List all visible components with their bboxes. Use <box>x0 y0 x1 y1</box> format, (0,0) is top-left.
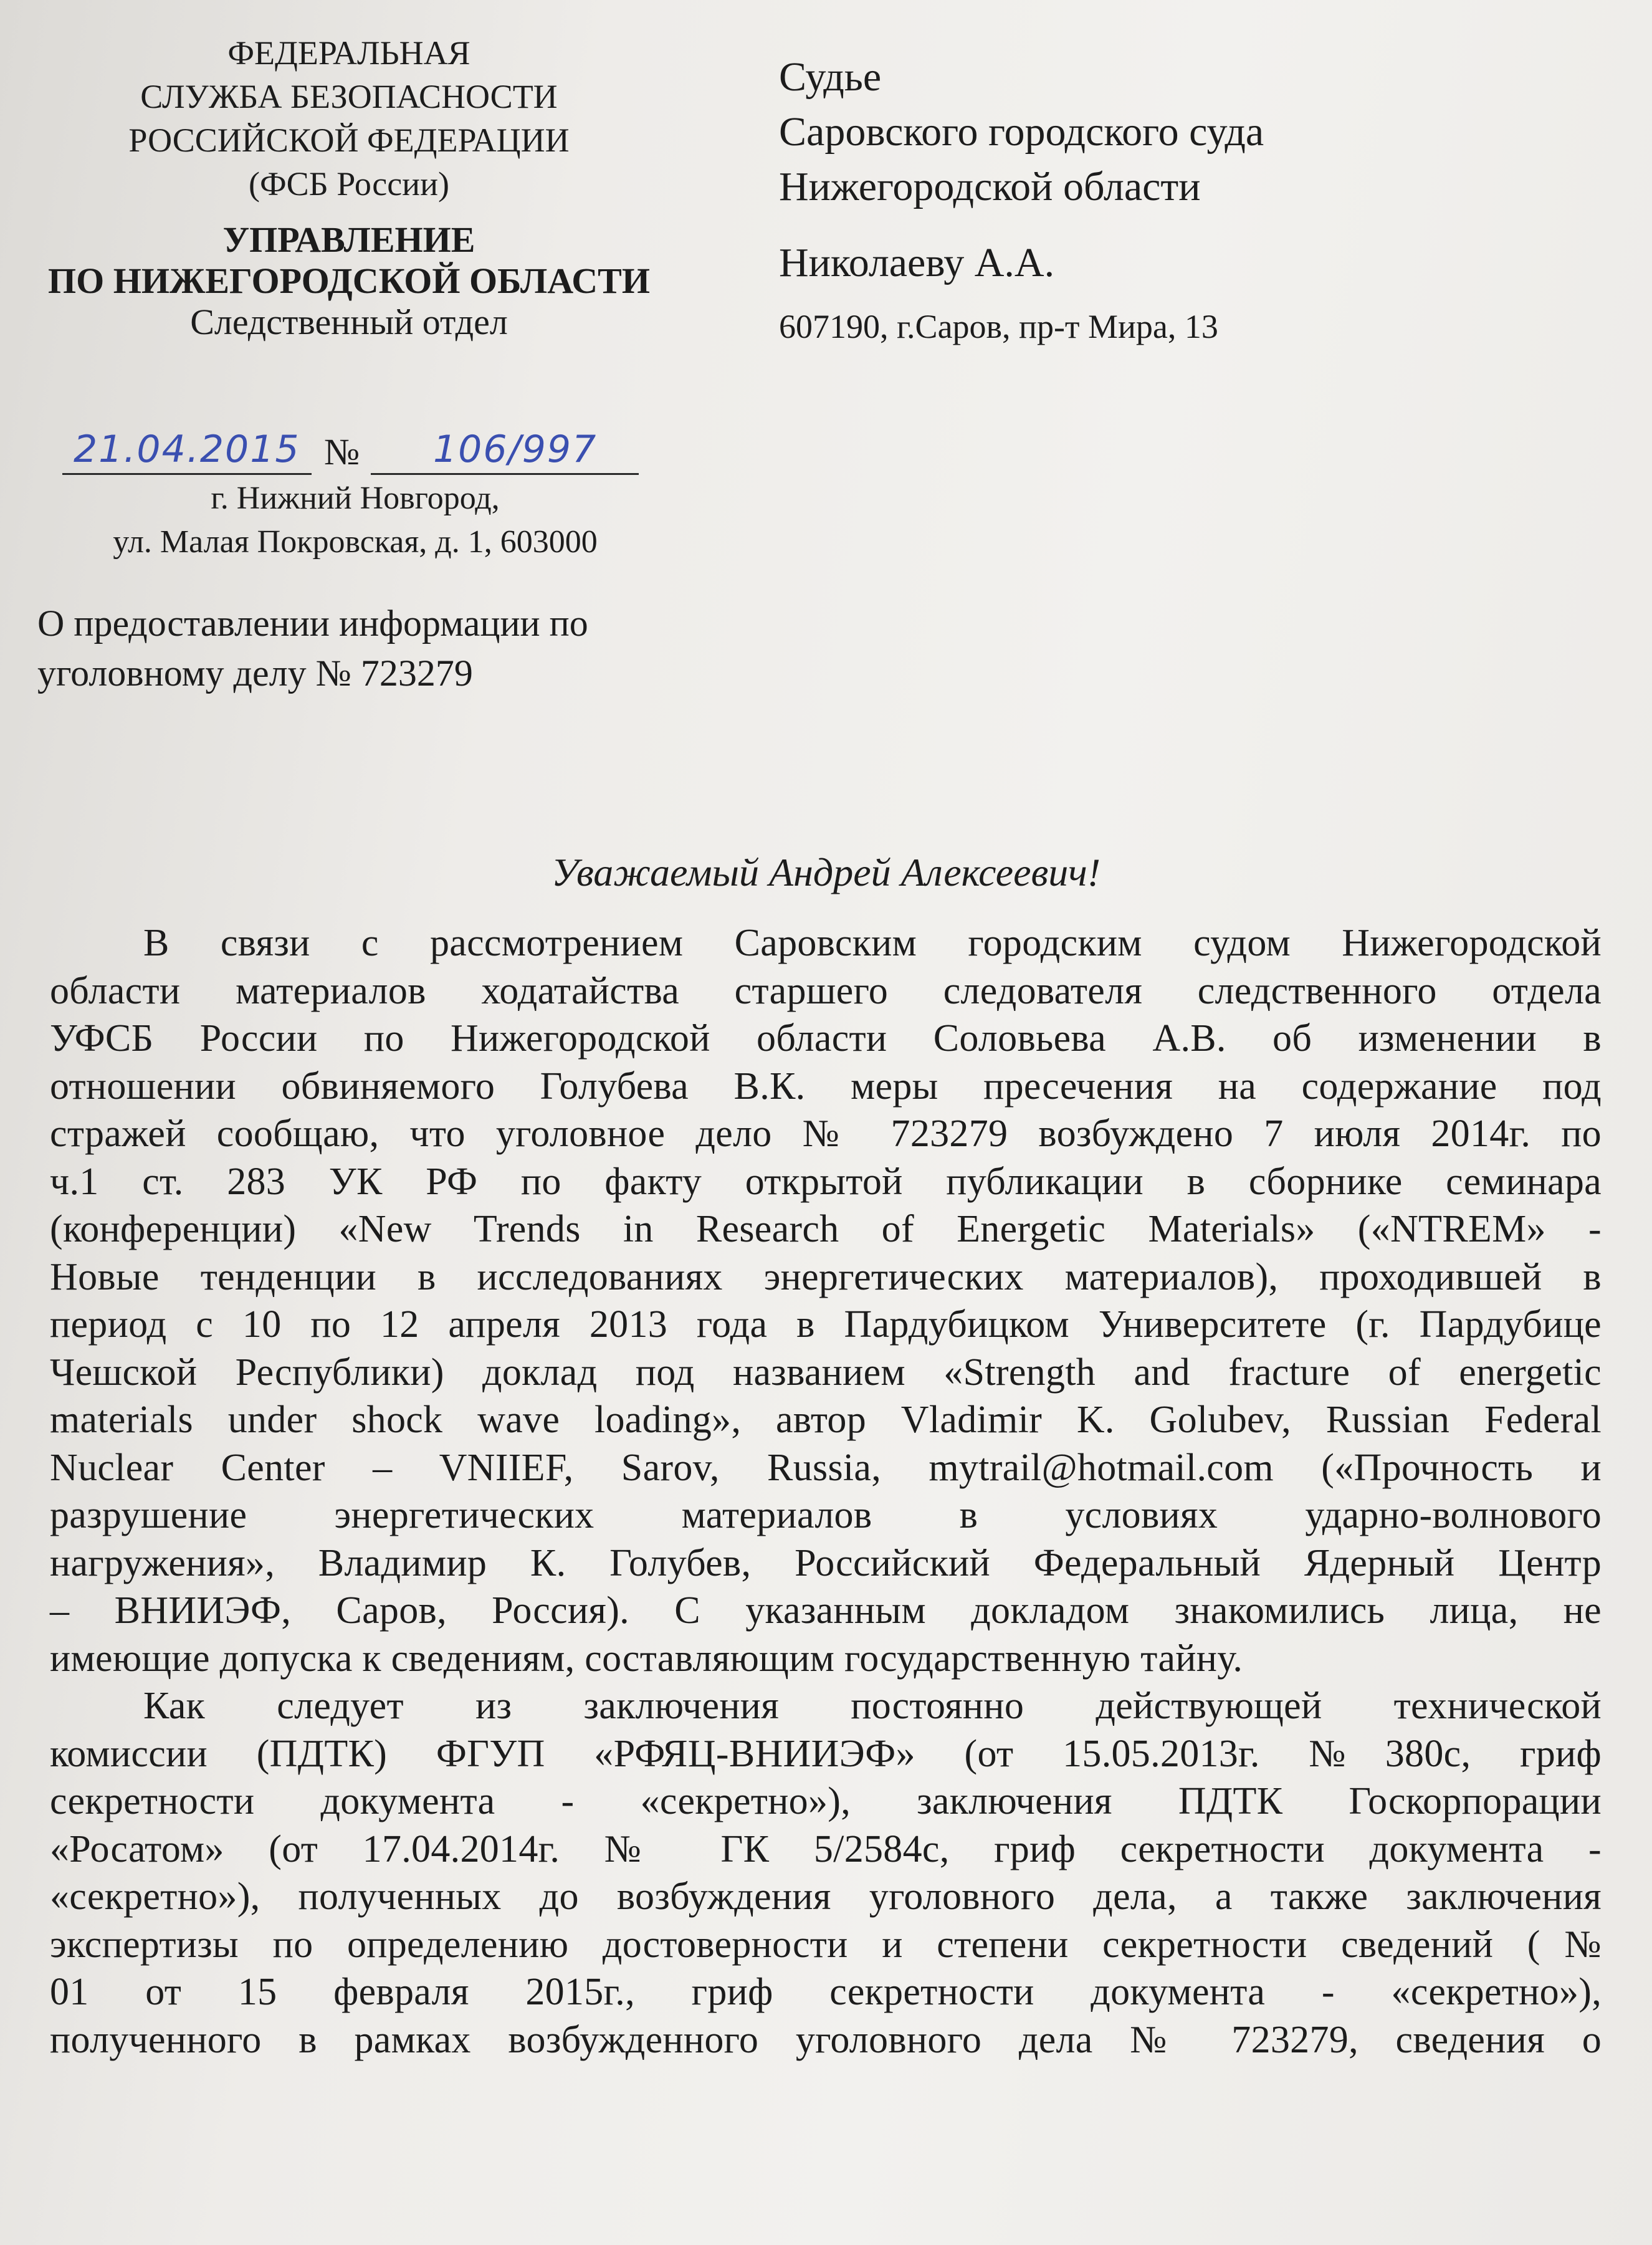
addressee-block <box>779 50 1589 347</box>
body-line: Новые тенденции в исследованиях энергетических материалов), проходившей в <box>50 1255 1602 1298</box>
letter-subject <box>37 598 723 698</box>
addressee-address: 607190, г.Саров, пр-т Мира, 13 <box>779 308 1218 345</box>
body-line: экспертизы по определению достоверности и степени секретности сведений (№ <box>50 1923 1602 1966</box>
handwritten-reg-number: 106/997 <box>371 424 639 475</box>
department-line-2: ПО НИЖЕГОРОДСКОЙ ОБЛАСТИ <box>48 261 650 301</box>
addressee-line-3: Нижегородской области <box>779 164 1201 209</box>
subject-line-2: уголовному делу № 723279 <box>37 653 473 694</box>
salutation: Уважаемый Андрей Алексеевич! <box>551 850 1101 894</box>
handwritten-date: 21.04.2015 <box>62 424 312 475</box>
body-line: materials under shock wave loading», автор Vladimir K. Golubev, Russian Federal <box>50 1399 1602 1441</box>
org-name-line-3: РОССИЙСКОЙ ФЕДЕРАЦИИ <box>128 122 570 159</box>
sender-address <box>75 477 636 564</box>
org-name-line-1: ФЕДЕРАЛЬНАЯ <box>227 34 470 72</box>
body-line: – ВНИИЭФ, Саров, Россия). С указанным докладом знакомились лица, не <box>50 1589 1602 1632</box>
addressee-line-1: Судье <box>779 54 882 100</box>
body-line: УФСБ России по Нижегородской области Соловьева А.В. об изменении в <box>50 1017 1602 1060</box>
body-line: период с 10 по 12 апреля 2013 года в Пардубицком Университете (г. Пардубице <box>50 1303 1602 1346</box>
body-line: комиссии (ПДТК) ФГУП «РФЯЦ-ВНИИЭФ» (от 15.05.2013г. №380с, гриф <box>50 1732 1602 1775</box>
body-line: Чешской Республики) доклад под названием «Strength and fracture of energetic <box>50 1351 1602 1394</box>
number-sign: № <box>324 431 360 472</box>
body-line: секретности документа - «секретно»), заключения ПДТК Госкорпорации <box>50 1780 1602 1822</box>
body-line: Nuclear Center – VNIIEF, Sarov, Russia, mytrail@hotmail.com («Прочность и <box>50 1446 1602 1489</box>
addressee-line-2: Саровского городского суда <box>779 109 1264 155</box>
body-line: «секретно»), полученных до возбуждения уголовного дела, а также заключения <box>50 1875 1602 1918</box>
body-line: полученного в рамках возбужденного уголовного дела № 723279, сведения о <box>50 2018 1602 2061</box>
body-line: стражей сообщаю, что уголовное дело № 723279 возбуждено 7 июля 2014г. по <box>50 1113 1602 1155</box>
sub-department: Следственный отдел <box>190 302 508 342</box>
body-line: нагружения», Владимир К. Голубев, Российский Федеральный Ядерный Центр <box>50 1541 1602 1584</box>
letter-body <box>50 919 1602 2064</box>
org-name-line-2: СЛУЖБА БЕЗОПАСНОСТИ <box>140 78 558 115</box>
body-line: разрушение энергетических материалов в условиях ударно-волнового <box>50 1494 1602 1536</box>
body-line: имеющие допуска к сведениям, составляющим государственную тайну. <box>50 1637 1243 1680</box>
body-line: 01 от 15 февраля 2015г., гриф секретности документа - «секретно»), <box>50 1971 1602 2013</box>
sender-address-line-2: ул. Малая Покровская, д. 1, 603000 <box>113 524 598 560</box>
addressee-name: Николаеву А.А. <box>779 240 1055 285</box>
sender-address-line-1: г. Нижний Новгород, <box>211 481 500 516</box>
body-line: Как следует из заключения постоянно действующей технической <box>143 1685 1602 1727</box>
body-line: ч.1 ст. 283 УК РФ по факту открытой публикации в сборнике семинара <box>50 1160 1602 1203</box>
body-line: В связи с рассмотрением Саровским городским судом Нижегородской <box>143 922 1602 964</box>
body-line: области материалов ходатайства старшего следователя следственного отдела <box>50 969 1602 1012</box>
body-line: «Росатом» (от 17.04.2014г. № ГК 5/2584с, гриф секретности документа - <box>50 1827 1602 1870</box>
letterhead <box>37 31 661 343</box>
registration-line <box>62 424 642 480</box>
body-line: (конференции) «New Trends in Research of Energetic Materials» («NTREM» - <box>50 1208 1602 1250</box>
subject-line-1: О предоставлении информации по <box>37 603 588 644</box>
body-line: отношении обвиняемого Голубева В.К. меры пресечения на содержание под <box>50 1065 1602 1108</box>
department-line-1: УПРАВЛЕНИЕ <box>222 219 475 260</box>
org-abbreviation: (ФСБ России) <box>249 165 449 203</box>
